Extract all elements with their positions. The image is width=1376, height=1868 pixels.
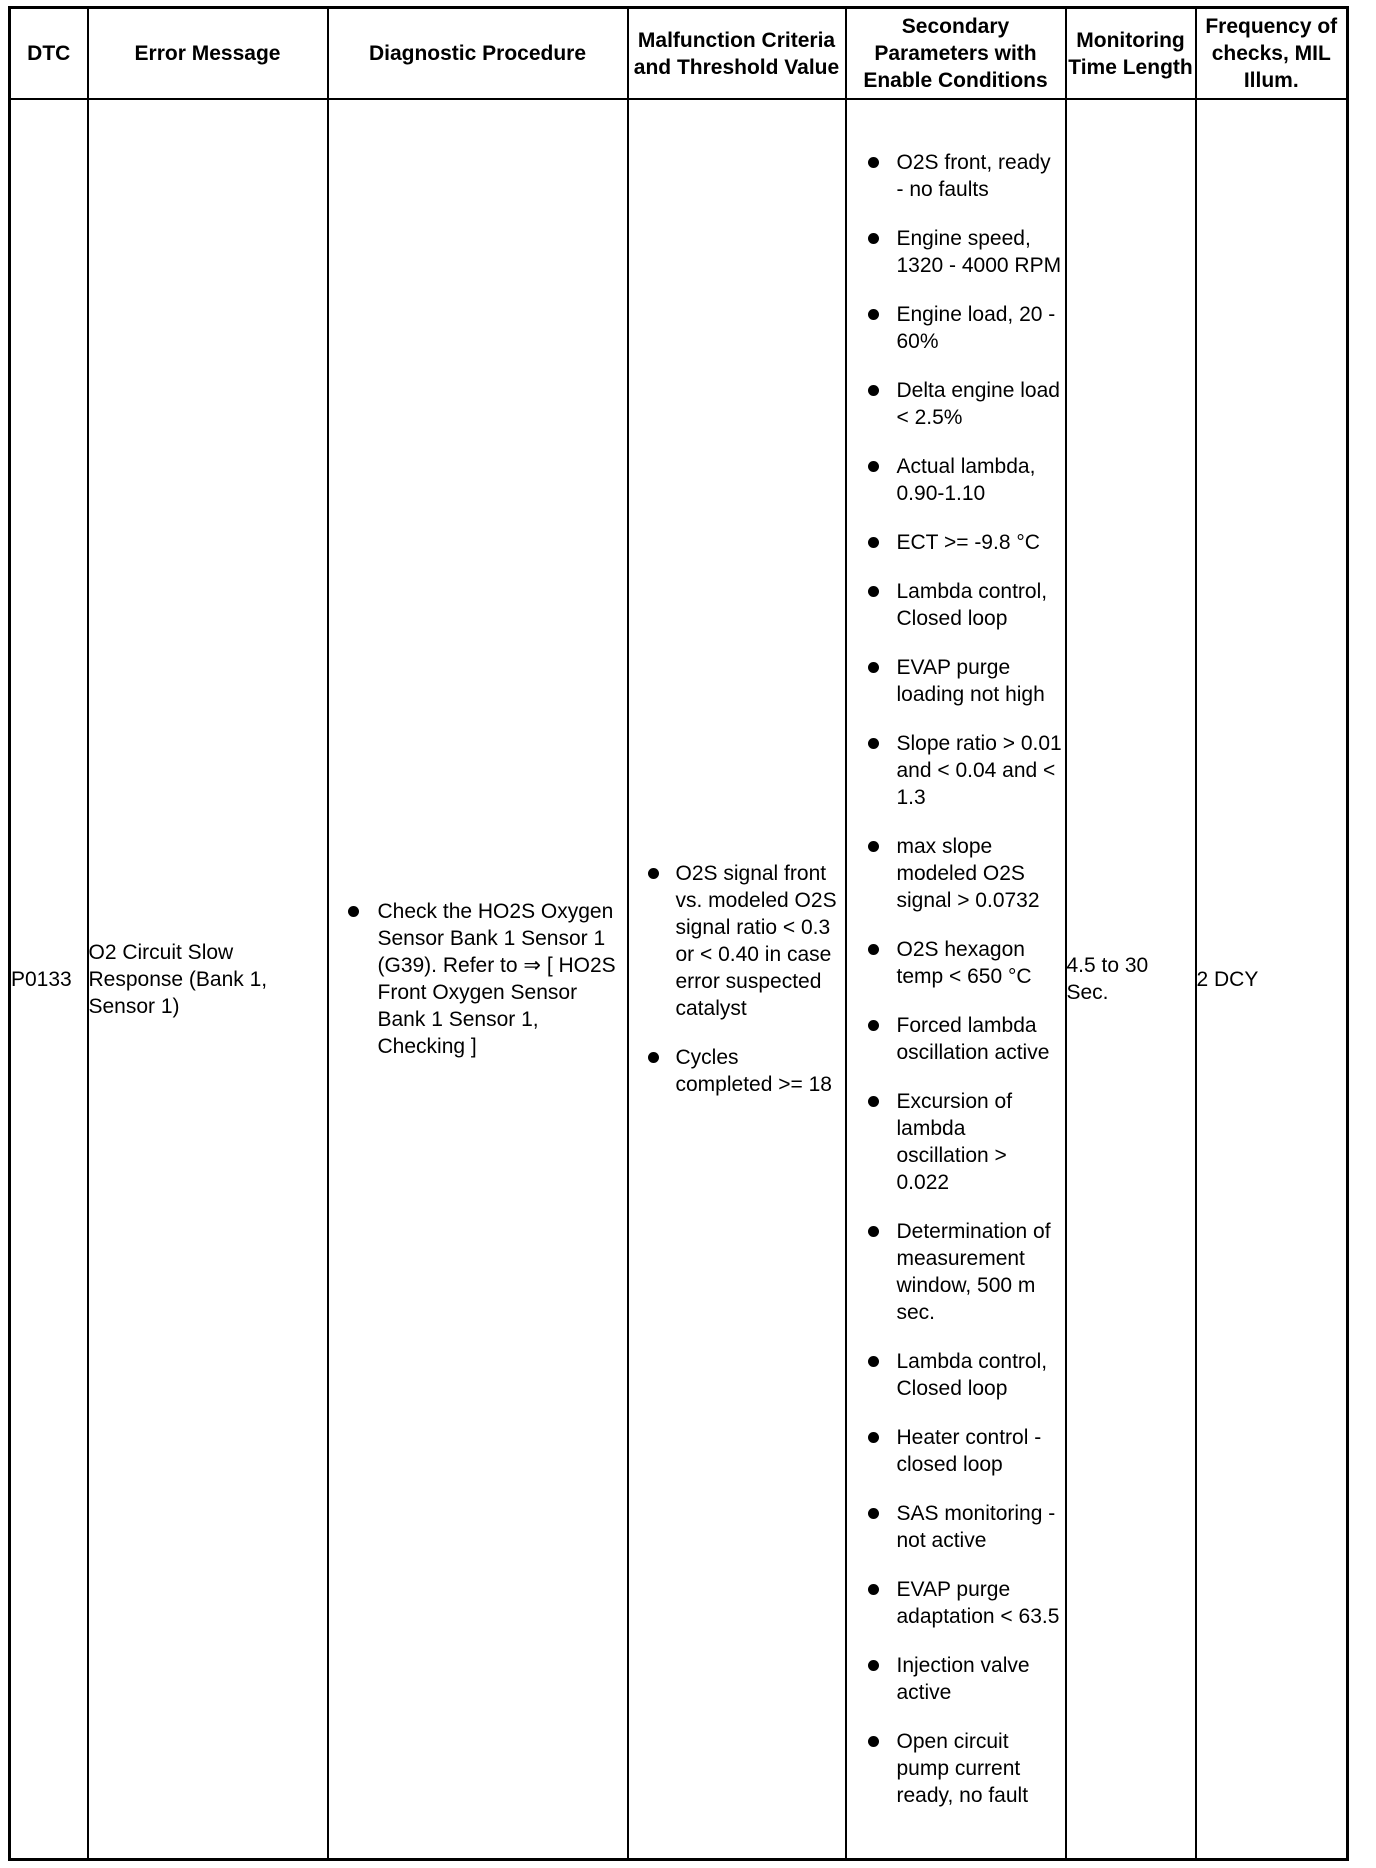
list-item [847,1652,1065,1706]
list-item [847,833,1065,914]
header-row [10,8,1348,100]
list-item-text: Check the HO2S Oxygen Sensor Bank 1 Sensor 1 (G39). Refer to ⇒ [ HO2S Front Oxygen Sensor Bank 1 Sensor 1, Checking ] [377,900,616,1058]
list-item [847,301,1065,355]
bullet-icon [868,309,879,320]
bullet-icon [868,537,879,548]
list-item-text: O2S signal front vs. modeled O2S signal ratio < 0.3 or < 0.40 in case error suspected catalyst [675,862,837,1020]
error-message: O2 Circuit Slow Response (Bank 1, Sensor 1) [88,99,328,1860]
list-item-text: Excursion of lambda oscillation > 0.022 [896,1090,1013,1194]
list-item [847,1218,1065,1326]
dtc-table [8,6,1349,1861]
list-item [629,1044,845,1098]
list-item-text: Lambda control, Closed loop [896,1350,1048,1400]
bullet-icon [868,1226,879,1237]
bullet-icon [868,1736,879,1747]
list-item-text: Delta engine load < 2.5% [896,379,1060,429]
list-item [847,1728,1065,1809]
list-item [847,453,1065,507]
list-item [847,730,1065,811]
secondary-parameters-cell [846,99,1066,1860]
header-frequency: Frequency of checks, MIL Illum. [1196,8,1348,100]
list-item [847,149,1065,203]
list-item [847,1424,1065,1478]
bullet-icon [868,461,879,472]
list-item-text: Heater control - closed loop [896,1426,1042,1476]
list-item [847,1012,1065,1066]
table-row [10,99,1348,1860]
list-item [847,529,1065,556]
bullet-icon [868,385,879,396]
list-item [847,1088,1065,1196]
header-dtc: DTC [10,8,88,100]
bullet-icon [868,662,879,673]
secondary-parameters-list [847,149,1065,1809]
bullet-icon [648,868,659,879]
header-malfunction-criteria: Malfunction Criteria and Threshold Value [628,8,846,100]
list-item [847,936,1065,990]
header-diagnostic-procedure: Diagnostic Procedure [328,8,628,100]
bullet-icon [868,738,879,749]
malfunction-criteria-cell [628,99,846,1860]
list-item-text: Engine speed, 1320 - 4000 RPM [896,227,1062,277]
list-item [847,377,1065,431]
bullet-icon [868,157,879,168]
list-item-text: Forced lambda oscillation active [896,1014,1050,1064]
list-item-text: Lambda control, Closed loop [896,580,1048,630]
bullet-icon [868,1584,879,1595]
bullet-icon [868,233,879,244]
bullet-icon [868,944,879,955]
list-item-text: max slope modeled O2S signal > 0.0732 [896,835,1040,912]
dtc-code: P0133 [10,99,88,1860]
list-item [329,898,627,1060]
list-item-text: ECT >= -9.8 °C [896,531,1040,554]
bullet-icon [868,1096,879,1107]
header-monitoring-time: Monitoring Time Length [1066,8,1196,100]
list-item-text: Cycles completed >= 18 [675,1046,832,1096]
list-item [847,1348,1065,1402]
list-item [847,1500,1065,1554]
list-item [847,654,1065,708]
bullet-icon [868,1432,879,1443]
monitoring-time: 4.5 to 30 Sec. [1066,99,1196,1860]
header-secondary-parameters: Secondary Parameters with Enable Conditions [846,8,1066,100]
list-item [847,578,1065,632]
diagnostic-procedure-cell [328,99,628,1860]
list-item-text: SAS monitoring - not active [896,1502,1056,1552]
list-item-text: Actual lambda, 0.90-1.10 [896,455,1036,505]
header-error-message: Error Message [88,8,328,100]
list-item-text: Engine load, 20 - 60% [896,303,1056,353]
bullet-icon [348,906,359,917]
list-item-text: Injection valve active [896,1654,1030,1704]
bullet-icon [648,1052,659,1063]
diagnostic-procedure-list [329,898,627,1060]
list-item [847,225,1065,279]
list-item-text: EVAP purge loading not high [896,656,1045,706]
malfunction-criteria-list [629,860,845,1098]
bullet-icon [868,1660,879,1671]
list-item-text: Determination of measurement window, 500 m sec. [896,1220,1051,1324]
bullet-icon [868,586,879,597]
bullet-icon [868,1020,879,1031]
list-item-text: O2S hexagon temp < 650 °C [896,938,1032,988]
list-item-text: Slope ratio > 0.01 and < 0.04 and < 1.3 [896,732,1062,809]
list-item [847,1576,1065,1630]
bullet-icon [868,1508,879,1519]
list-item-text: O2S front, ready - no faults [896,151,1051,201]
frequency: 2 DCY [1196,99,1348,1860]
bullet-icon [868,1356,879,1367]
bullet-icon [868,841,879,852]
list-item [629,860,845,1022]
list-item-text: EVAP purge adaptation < 63.5 [896,1578,1060,1628]
list-item-text: Open circuit pump current ready, no fault [896,1730,1029,1807]
